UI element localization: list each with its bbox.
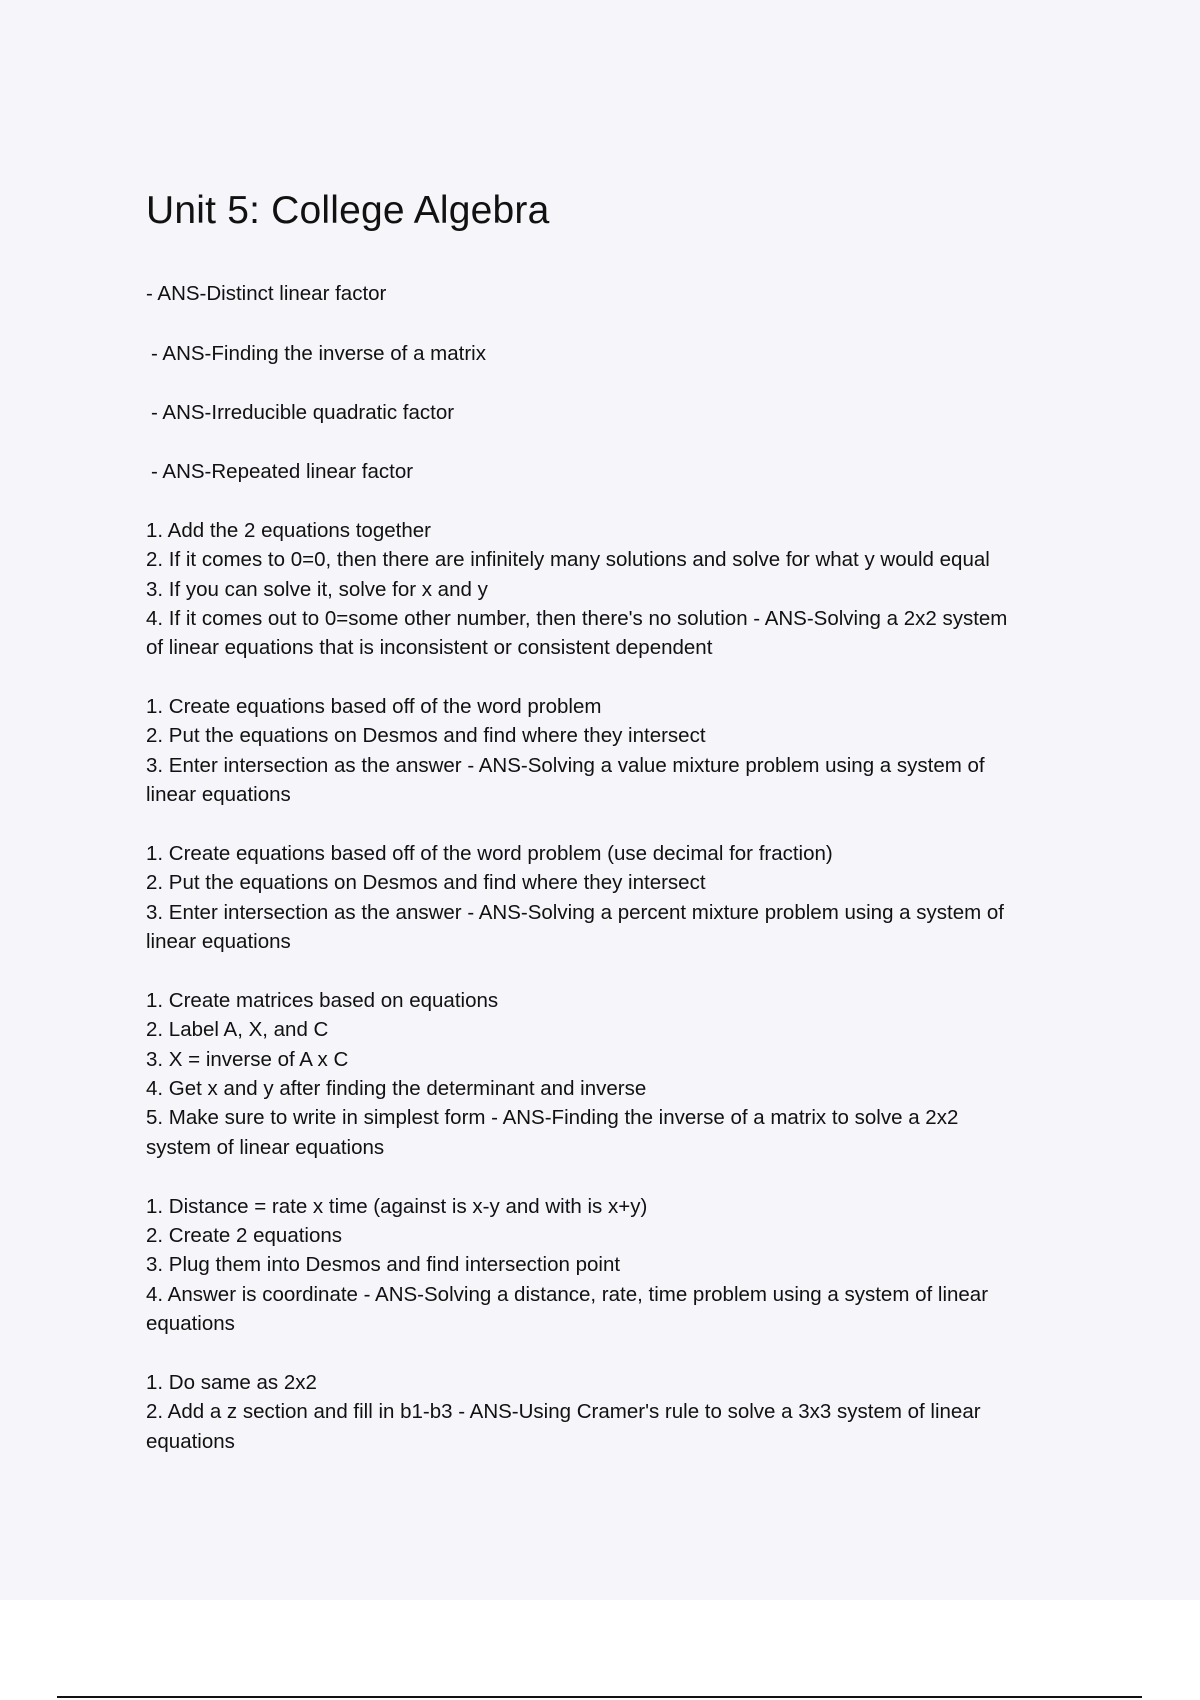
- entry-line: linear equations: [146, 783, 291, 806]
- entry-line: 3. X = inverse of A x C: [146, 1048, 349, 1071]
- entry-line: 3. Plug them into Desmos and find intersection point: [146, 1253, 621, 1276]
- entry-line: 2. Create 2 equations: [146, 1224, 343, 1247]
- entry-line: 3. Enter intersection as the answer - ANS-Solving a value mixture problem using a system of: [146, 754, 985, 777]
- entry-line: 4. Get x and y after finding the determinant and inverse: [146, 1077, 647, 1100]
- entry-line: 5. Make sure to write in simplest form - ANS-Finding the inverse of a matrix to solve a 2x2: [146, 1106, 959, 1129]
- entry-line: linear equations: [146, 930, 291, 953]
- entry-line: 1. Create equations based off of the word problem: [146, 695, 602, 718]
- entry-line: of linear equations that is inconsistent or consistent dependent: [146, 636, 713, 659]
- entry-line: system of linear equations: [146, 1136, 385, 1159]
- footer-rule: [57, 1696, 1142, 1698]
- entry-line: 2. Add a z section and fill in b1-b3 - ANS-Using Cramer's rule to solve a 3x3 system of linear: [146, 1400, 981, 1423]
- entry-line: equations: [146, 1430, 235, 1453]
- entry-line: 1. Create equations based off of the word problem (use decimal for fraction): [146, 842, 833, 865]
- entry-line: 1. Add the 2 equations together: [146, 519, 431, 542]
- page-title: Unit 5: College Algebra: [146, 189, 550, 232]
- entry-line: 1. Distance = rate x time (against is x-y and with is x+y): [146, 1195, 648, 1218]
- entry-line: 2. If it comes to 0=0, then there are infinitely many solutions and solve for what y would equal: [146, 548, 990, 571]
- entry-line: 2. Put the equations on Desmos and find where they intersect: [146, 871, 706, 894]
- entry-line: equations: [146, 1312, 235, 1335]
- entry-line: - ANS-Repeated linear factor: [151, 460, 414, 483]
- entry-line: 3. Enter intersection as the answer - ANS-Solving a percent mixture problem using a system of: [146, 901, 1004, 924]
- entry-line: 4. Answer is coordinate - ANS-Solving a distance, rate, time problem using a system of linear: [146, 1283, 989, 1306]
- entry-line: 4. If it comes out to 0=some other number, then there's no solution - ANS-Solving a 2x2 system: [146, 607, 1008, 630]
- entry-line: 1. Do same as 2x2: [146, 1371, 317, 1394]
- entry-line: 1. Create matrices based on equations: [146, 989, 499, 1012]
- entry-line: - ANS-Irreducible quadratic factor: [151, 401, 455, 424]
- entry-line: - ANS-Distinct linear factor: [146, 282, 387, 305]
- entry-line: 2. Label A, X, and C: [146, 1018, 329, 1041]
- entry-line: 3. If you can solve it, solve for x and y: [146, 578, 488, 601]
- entry-line: 2. Put the equations on Desmos and find where they intersect: [146, 724, 706, 747]
- entry-line: - ANS-Finding the inverse of a matrix: [151, 342, 486, 365]
